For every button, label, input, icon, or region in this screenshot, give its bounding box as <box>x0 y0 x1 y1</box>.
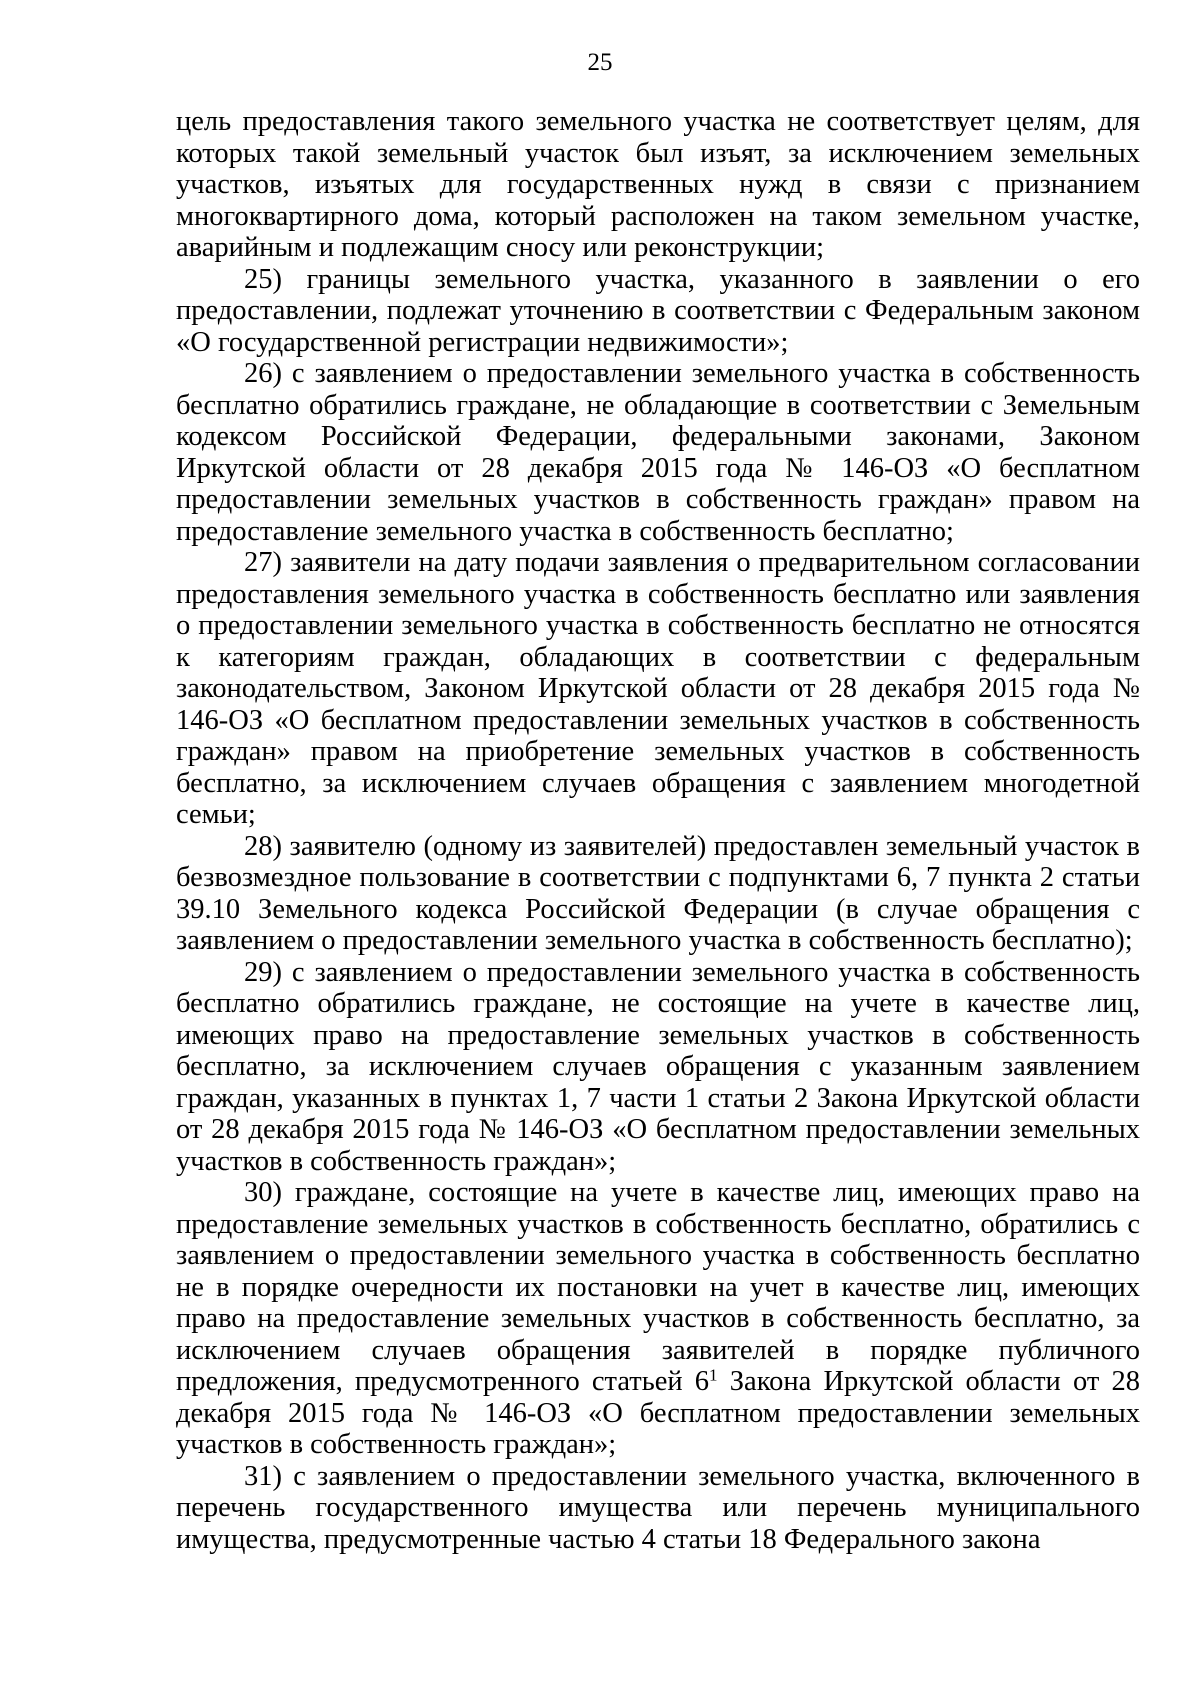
paragraph-item-26: 26) с заявлением о предоставлении земельного участка в собственность бесплатно обратились граждане, не обладающие в соответствии с Земельным кодексом Российской Федерации, федеральными законами, Законом Иркутской области от 28 декабря 2015 года № 146-ОЗ «О бесплатном предоставлении земельных участков в собственность граждан» правом на предоставление земельного участка в собственность бесплатно; <box>176 358 1140 547</box>
paragraph-item-30-text-before: 30) граждане, состоящие на учете в качестве лиц, имеющих право на предоставление земельных участков в собственность бесплатно, обратились с заявлением о предоставлении земельного участка в собственность бесплатно не в порядке очередности их постановки на учет в качестве лиц, имеющих право на предоставление земельных участков в собственность бесплатно, за исключением случаев обращения заявителей в порядке публичного предложения, предусмотренного статьей 6 <box>176 1177 1140 1397</box>
page-number: 25 <box>587 49 613 76</box>
paragraph-item-29: 29) с заявлением о предоставлении земельного участка в собственность бесплатно обратились граждане, не состоящие на учете в качестве лиц, имеющих право на предоставление земельных участков в собственность бесплатно, за исключением случаев обращения с указанным заявлением граждан, указанных в пунктах 1, 7 части 1 статьи 2 Закона Иркутской области от 28 декабря 2015 года № 146-ОЗ «О бесплатном предоставлении земельных участков в собственность граждан»; <box>176 956 1140 1177</box>
document-body <box>176 106 1140 1555</box>
paragraph-item-25: 25) границы земельного участка, указанного в заявлении о его предоставлении, подлежат уточнению в соответствии с Федеральным законом «О государственной регистрации недвижимости»; <box>176 263 1140 358</box>
paragraph-item-27: 27) заявители на дату подачи заявления о предварительном согласовании предоставления земельного участка в собственность бесплатно или заявления о предоставлении земельного участка в собственность бесплатно не относятся к категориям граждан, обладающих в соответствии с федеральным законодательством, Законом Иркутской области от 28 декабря 2015 года № 146-ОЗ «О бесплатном предоставлении земельных участков в собственность граждан» правом на приобретение земельных участков в собственность бесплатно, за исключением случаев обращения с заявлением многодетной семьи; <box>176 547 1140 830</box>
paragraph-item-30-text-after: Закона Иркутской области от 28 декабря 2015 года № 146-ОЗ «О бесплатном предоставлении земельных участков в собственность граждан»; <box>176 1366 1140 1460</box>
paragraph-item-31: 31) с заявлением о предоставлении земельного участка, включенного в перечень государственного имущества или перечень муниципального имущества, предусмотренные частью 4 статьи 18 Федерального закона <box>176 1460 1140 1555</box>
paragraph-item-28: 28) заявителю (одному из заявителей) предоставлен земельный участок в безвозмездное пользование в соответствии с подпунктами 6, 7 пункта 2 статьи 39.10 Земельного кодекса Российской Федерации (в случае обращения с заявлением о предоставлении земельного участка в собственность бесплатно); <box>176 830 1140 956</box>
article-superscript: 1 <box>709 1365 718 1385</box>
paragraph-item-30 <box>176 1177 1140 1461</box>
paragraph-continuation: цель предоставления такого земельного участка не соответствует целям, для которых такой земельный участок был изъят, за исключением земельных участков, изъятых для государственных нужд в связи с признанием многоквартирного дома, который расположен на таком земельном участке, аварийным и подлежащим сносу или реконструкции; <box>176 106 1140 263</box>
